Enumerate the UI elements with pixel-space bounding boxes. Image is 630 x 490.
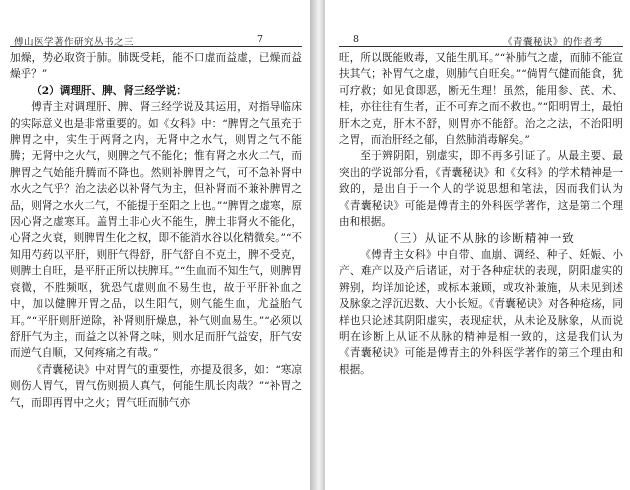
section-heading: （三）从证不从脉的诊断精神一致: [387, 231, 575, 246]
right-page-number: 8: [353, 34, 360, 45]
right-page-body: [339, 50, 623, 378]
book-gutter: [310, 0, 325, 490]
left-header-rule: [10, 46, 302, 47]
left-page-header-title: 傅山医学著作研究丛书之三: [14, 37, 135, 48]
paragraph: 加燥，势必取资于肺。肺既受耗，能不口虚而益虚，已燥而益燥乎？”: [10, 52, 302, 81]
paragraph: 傅青主对调理肝、脾、肾三经学说及其运用，对指导临床的实际意义也是非常重要的。如《女科》中：“脾胃之气虽充于脾胃之中，实生于两肾之内，无肾中之水气，则胃之气不能腾；无肾中之火气，则脾之气不能化；惟有肾之水火二气，而脾胃之气始能升腾而不降也。然则补脾胃之气，可不急补肾中水火之气乎？治之法必以补肾气为主，但补肾而不兼补脾胃之品，则肾之水火二气，不能提于至阳之上也。”“脾胃之虚寒，原因心肾之虚寒耳。盖胃土非心火不能生，脾土非肾火不能化，心肾之火衰，则脾胃生化之权，即不能消水谷以化精微矣。”“不知用芍药以平肝，则肝气得舒，肝气舒自不克土，脾不受克，则脾土自旺，是平肝正所以扶脾耳。”“生血而不知生气，则脾胃衰微，不胜频呕，犹恐气虚则血不易生也，故于平肝补血之中，加以健脾开胃之品，以生阳气，则气能生血，尤益胎气耳。”“平肝则肝逆除，补肾则肝燥息，补气则血易生。”“必须以舒肝气为主，而益之以补肾之味，则水足而肝气益安，肝气安而逆气自顺，又何疼痛之有哉。”: [10, 101, 302, 360]
paragraph: 《青囊秘诀》中对胃气的重要性，亦提及很多，如：“寒凉则伤人胃气，胃气伤则损人真气，何能生肌长肉哉？”“补胃之气，而即再胃中之火；胃气旺而肺气亦: [10, 363, 302, 409]
right-header-rule: [339, 46, 623, 47]
right-page: [325, 0, 630, 490]
left-page: [0, 0, 310, 490]
paragraph: 《傅青主女科》中自带、血崩、调经、种子、妊娠、小产、难产以及产后诸证，对于各种症状的表现，阴阳虚实的辨别，均详加论述，或标本兼顾，或攻补兼施，从未见到述及脉象之浮沉迟数、大小长短。《青囊秘诀》对各种疮疡，同样也只论述其阴阳虚实，表现症状，从未论及脉象，从而说明在诊断上从证不从脉的精神是相一致的，这是我们认为《青囊秘诀》可能是傅青主的外科医学著作的第三个理由和根据。: [339, 248, 623, 376]
paragraph: 至于辨阴阳，别虚实，即不再多引证了。从最主要、最突出的学说部分看，《青囊秘诀》和《女科》的学术精神是一致的，是出自于一个人的学说思想和笔法，因而我们认为《青囊秘诀》可能是傅青主的外科医学著作，这是第二个理由和根据。: [339, 150, 623, 229]
right-page-header-title: 《青囊秘诀》的作者考: [503, 37, 604, 48]
subheading: （2）调理肝、脾、肾三经学说：: [31, 84, 187, 97]
left-page-number: 7: [257, 34, 264, 45]
paragraph: 旺，所以既能败毒，又能生肌耳。”“补肺气之虚，而肺不能宣扶其气；补胃气之虚，则肺气自旺矣。”“倘胃气健而能食，犹可疗救；如见食即恶，断无生理！虽然，能用参、芪、术、桂，亦往往有生者，正不可弃之而不救也。”“阳明胃土，最怕肝木之克，肝木不舒，则胃亦不能舒。治之之法，不治阳明之胃，而治肝经之郁，自然肺消毒解矣。”: [339, 52, 623, 147]
left-page-body: [10, 50, 302, 411]
